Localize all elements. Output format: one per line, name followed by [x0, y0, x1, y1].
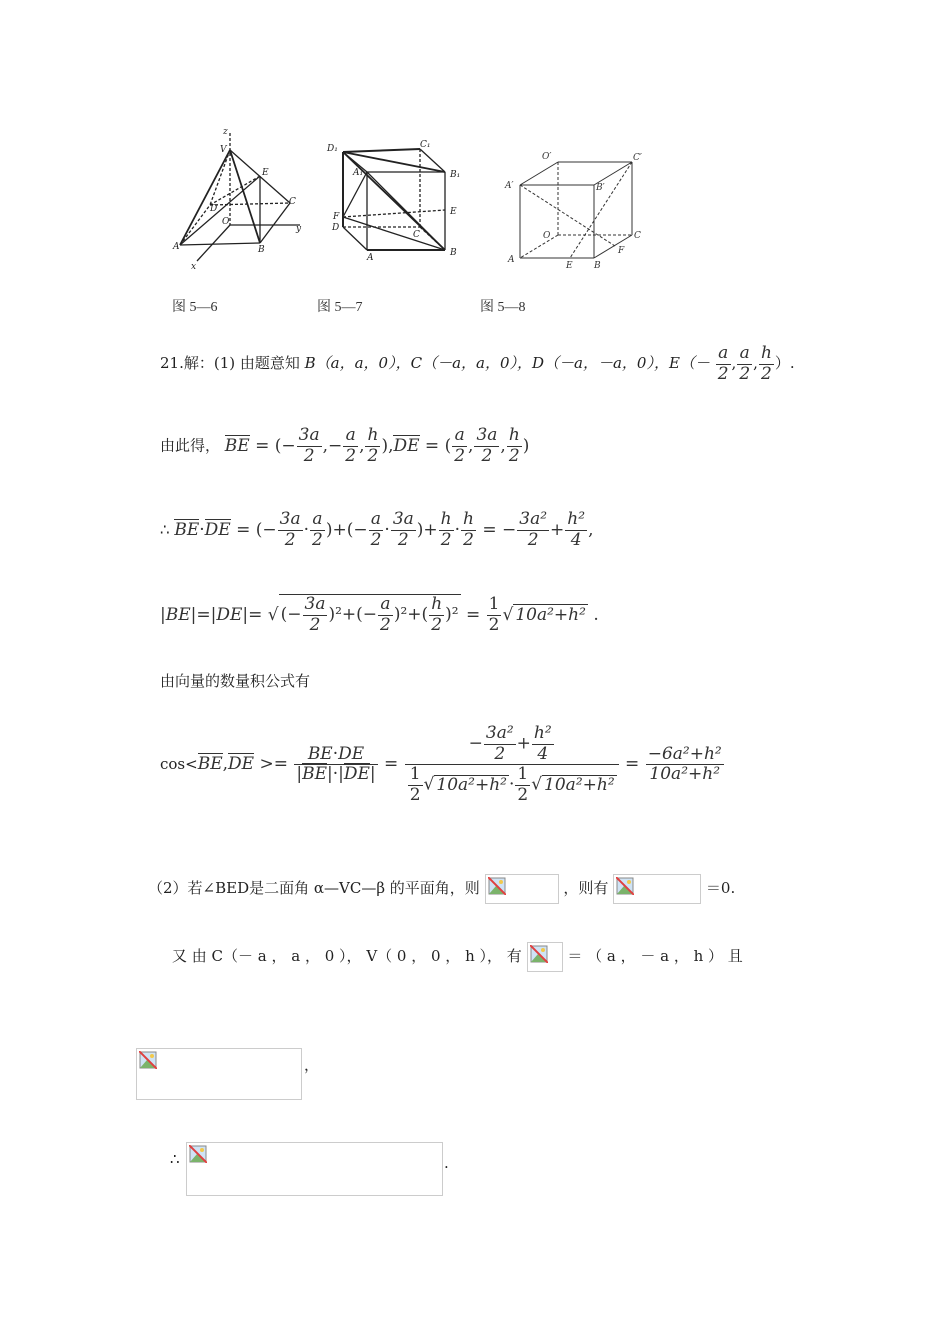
figure-caption-2: 图 5—7: [317, 300, 363, 315]
solution-line-4: |BE|=|DE|= √ (− $\frac{3a}{2}$ )²+(− $\frac{a}{2}$ )²+( $\frac{h}{2}$ )² = $\frac{1}{2}$ √ 10a²+h² .: [160, 594, 599, 635]
line10-period: .: [444, 1154, 449, 1172]
fig3-label-A: A: [508, 255, 515, 265]
fig1-label-B: B: [258, 245, 265, 255]
fig3-label-A1: A′: [505, 181, 514, 191]
fig2-label-A1: A₁: [353, 168, 364, 178]
solution-line-9: [136, 1048, 302, 1100]
point-D: D（－a，－a，0），: [532, 354, 669, 373]
broken-image-1: [485, 874, 559, 904]
fig2-label-C1: C₁: [420, 140, 431, 150]
thus-prefix: 由此得，: [160, 436, 221, 455]
broken-image-4: [136, 1048, 302, 1100]
fig2-label-A: A: [367, 253, 374, 263]
part2-text-3: ＝0.: [705, 879, 736, 897]
frac-a-2: $\frac{a}{2}$: [717, 343, 729, 384]
fig3-label-B1: B′: [596, 183, 605, 193]
line10-therefore: ∴: [170, 1150, 180, 1168]
broken-image-5: [186, 1142, 443, 1196]
therefore-symbol: ∴: [160, 520, 170, 539]
fig2-label-C: C: [413, 230, 420, 240]
fig2-label-E: E: [450, 207, 457, 217]
figure-5-7-cube: [325, 135, 475, 265]
part2-text-1: （2）若∠BED是二面角 α—VC—β 的平面角，则: [148, 879, 480, 897]
fig1-label-V: V: [220, 145, 227, 155]
figure-5-8-cube: [500, 145, 650, 275]
solution-line-1: 21.解：(1) 由题意知 B（a，a，0），C（－a，a，0），D（－a，－a，0），E（－ $\frac{a}{2}$ , $\frac{a}{2}$ , $\frac{h}{2}$ ）.: [160, 343, 795, 384]
cos-prefix: cos<: [160, 755, 198, 774]
fig1-label-O: O: [222, 217, 230, 227]
fig1-label-z: z: [223, 127, 228, 137]
fig2-label-D1: D₁: [327, 144, 338, 154]
fig3-label-O: O: [543, 231, 551, 241]
fig3-label-E: E: [566, 261, 573, 271]
figure-5-6-pyramid: [165, 125, 315, 275]
figure-caption-1: 图 5—6: [172, 300, 218, 315]
fig1-label-y: y: [296, 224, 302, 234]
broken-image-3: [527, 942, 563, 972]
fig3-label-C1: C′: [633, 153, 642, 163]
point-B: B（a，a，0），: [304, 354, 411, 373]
solution-line-7: [148, 874, 735, 904]
solution-line-8: [172, 942, 743, 972]
line8-text-1: 又 由 C（－ a ， a ， 0 ）， V（ 0 ， 0 ， h ）， 有: [172, 947, 522, 965]
part2-text-2: ，则有: [563, 879, 609, 897]
fig3-label-B: B: [594, 261, 601, 271]
fig1-label-D: D: [210, 204, 218, 214]
fig2-label-F: F: [333, 212, 340, 222]
fig2-label-D: D: [332, 223, 340, 233]
fig2-label-B1: B₁: [450, 170, 461, 180]
fig1-label-x: x: [191, 262, 197, 272]
figure-caption-3: 图 5—8: [480, 300, 526, 315]
solution-line-2: 由此得， BE = (− $\frac{3a}{2}$ ,− $\frac{a}{2}$ , $\frac{h}{2}$ ),DE = ( $\frac{a}{2}$ , $\frac{3a}{2}$ , $\frac{h}{2}$ ): [160, 425, 530, 466]
fig3-label-F: F: [618, 246, 625, 256]
line9-comma: ，: [304, 1056, 320, 1074]
point-C: C（－a，a，0），: [410, 354, 533, 373]
frac-h-2: $\frac{h}{2}$: [760, 343, 772, 384]
solution-line-6: cos<BE,DE >= $\frac{BE\cdot DE}{|BE|\cdot|DE|}$ = − $\frac{\text{3a²}}{2}$ + $\frac{\text{h²}}{4}$ $\frac{1}{2}$ √ 10a²+h² · $\frac{1}{2}$ √ 10a²+h² = $\frac{\text{−6a²+h²}}{\text{10a²+h²}}$: [160, 723, 722, 805]
solution-prefix: 21.解：(1) 由题意知: [160, 354, 305, 373]
fig3-label-C: C: [634, 231, 641, 241]
solution-line-3: ∴ BE·DE = (− $\frac{3a}{2}$ · $\frac{a}{2}$ )+(− $\frac{a}{2}$ · $\frac{3a}{2}$ )+ $\frac{h}{2}$ · $\frac{h}{2}$ = − $\frac{\text{3a²}}{2}$ + $\frac{\text{h²}}{4}$ ,: [160, 509, 594, 550]
point-E-end: ）.: [774, 354, 795, 373]
solution-line-10: [186, 1142, 443, 1196]
fig1-label-C: C: [289, 197, 296, 207]
fig2-label-B: B: [450, 248, 457, 258]
point-E: E（－: [668, 354, 710, 373]
broken-image-2: [613, 874, 701, 904]
line8-text-2: ＝ （ a ， － a ， h ） 且: [567, 947, 743, 965]
fig3-label-O1: O′: [542, 152, 552, 162]
frac-a-2: $\frac{a}{2}$: [739, 343, 751, 384]
solution-line-5: 由向量的数量积公式有: [160, 672, 311, 690]
fig1-label-A: A: [173, 242, 180, 252]
fig1-label-E: E: [262, 168, 269, 178]
